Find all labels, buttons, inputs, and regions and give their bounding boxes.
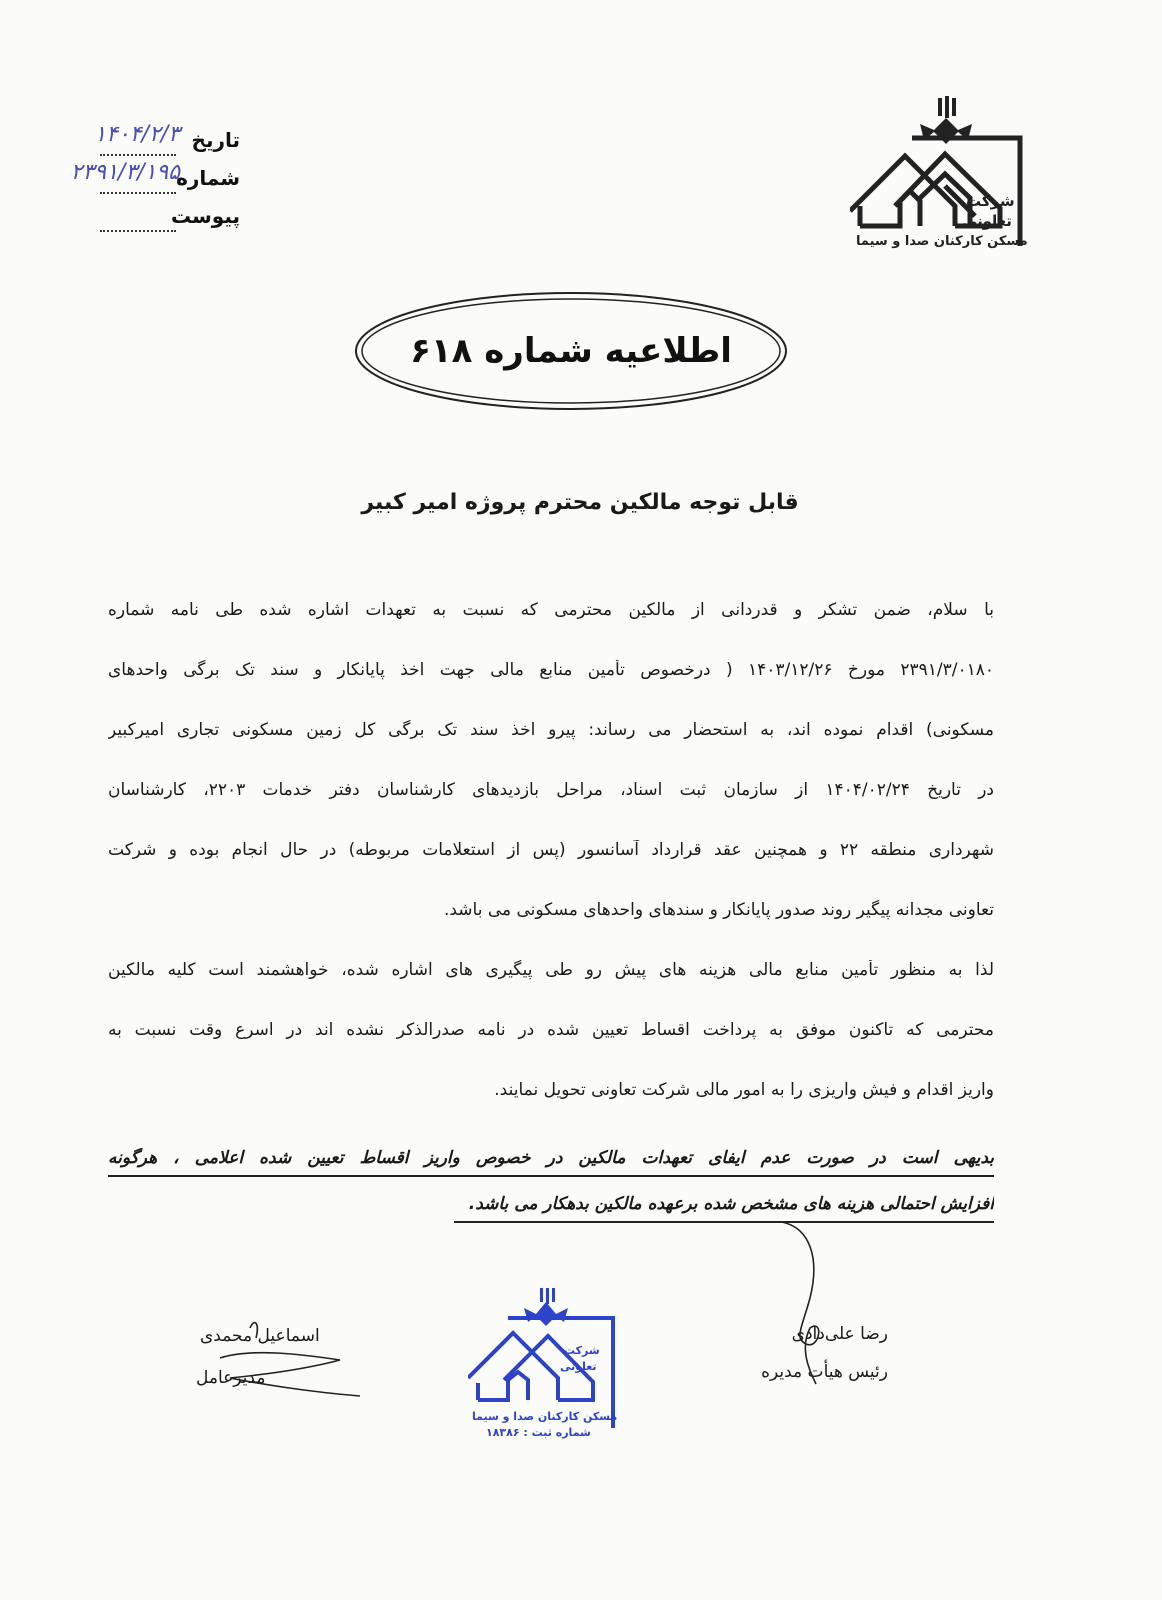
note-line-2: افزایش احتمالی هزینه های مشخص شده برعهده مالکین بدهکار می باشد. xyxy=(468,1194,994,1214)
chairman-role: رئیس هیأت مدیره xyxy=(761,1362,888,1382)
company-stamp xyxy=(468,1288,628,1458)
attachment-row xyxy=(60,204,240,242)
stamp-line4: شماره ثبت : ۱۸۳۸۶ xyxy=(486,1426,591,1439)
body-line-7: لذا به منظور تأمین منابع مالی هزینه های پیش رو طی پیگیری های اشاره شده، خواهشمند است کلیه مالکین xyxy=(108,960,994,980)
note-underline-1 xyxy=(108,1175,994,1177)
letter-meta xyxy=(60,122,240,242)
logo-line1: شرکت xyxy=(966,192,1015,210)
title-box xyxy=(352,288,790,414)
house-logo-icon xyxy=(850,96,1040,256)
body-line-1: با سلام، ضمن تشکر و قدردانی از مالکین محترمی که نسبت به تعهدات اشاره شده طی نامه شماره xyxy=(108,600,994,620)
page-title: اطلاعیه شماره ۶۱۸ xyxy=(410,331,732,371)
chairman-name: رضا علی‌دادی xyxy=(791,1324,888,1344)
ceo-name: اسماعیل محمدی xyxy=(200,1326,320,1346)
stamp-line2: تعاونی xyxy=(560,1360,597,1373)
company-logo xyxy=(850,96,1040,256)
attachment-label: پیوست xyxy=(170,204,240,228)
logo-line3: مسکن کارکنان صدا و سیما xyxy=(856,234,1028,249)
ceo-role: مدیرعامل xyxy=(196,1368,266,1388)
date-dots xyxy=(100,154,176,156)
subject-line: قابل توجه مالکین محترم پروژه امیر کبیر xyxy=(361,490,799,515)
logo-line2: تعاونی xyxy=(962,212,1012,230)
stamp-line3: مسکن کارکنان صدا و سیما xyxy=(472,1410,618,1423)
number-dots xyxy=(100,192,176,194)
number-row xyxy=(60,160,240,204)
body-line-9: واریز اقدام و فیش واریزی را به امور مالی شرکت تعاونی تحویل نمایند. xyxy=(494,1080,994,1100)
body-line-6: تعاونی مجدانه پیگیر روند صدور پایانکار و سندهای واحدهای مسکونی می باشد. xyxy=(443,900,994,920)
body-line-3: مسکونی) اقدام نموده اند، به استحضار می رساند: پیرو اخذ سند تک برگی کل زمین مسکونی تجاری امیرکبیر xyxy=(108,720,994,740)
body-line-4: در تاریخ ۱۴۰۴/۰۲/۲۴ از سازمان ثبت اسناد، مراحل بازدیدهای کارشناسان دفتر خدمات ۲۲۰۳، کارشناسان xyxy=(108,780,994,800)
ceo-signature xyxy=(190,1308,370,1408)
note-line-1: بدیهی است در صورت عدم ایفای تعهدات مالکین در خصوص واریز اقساط تعیین شده اعلامی ، هرگونه xyxy=(108,1148,994,1168)
number-value: ۲۳۹۱/۳/۱۹۵ xyxy=(70,160,180,185)
note-underline-2 xyxy=(454,1221,994,1223)
body-line-5: شهرداری منطقه ۲۲ و همچنین عقد قرارداد آسانسور (پس از استعلامات مربوطه) در حال انجام بوده و شرکت xyxy=(108,840,994,860)
body-line-2: ۲۳۹۱/۳/۰۱۸۰ مورخ ۱۴۰۳/۱۲/۲۶ ( درخصوص تأمین منابع مالی جهت اخذ پایانکار و سند تک برگی واحدهای xyxy=(108,660,994,680)
stamp-line1: شرکت xyxy=(564,1344,600,1357)
attachment-dots xyxy=(100,230,176,232)
date-label: تاریخ xyxy=(191,128,240,152)
body-line-8: محترمی که تاکنون موفق به پرداخت اقساط تعیین شده در نامه صدرالذکر نشده اند در اسرع وقت نسبت به xyxy=(108,1020,994,1040)
chairman-signature xyxy=(780,1218,840,1388)
date-value: ۱۴۰۴/۲/۳ xyxy=(94,122,180,147)
number-label: شماره xyxy=(176,166,240,190)
